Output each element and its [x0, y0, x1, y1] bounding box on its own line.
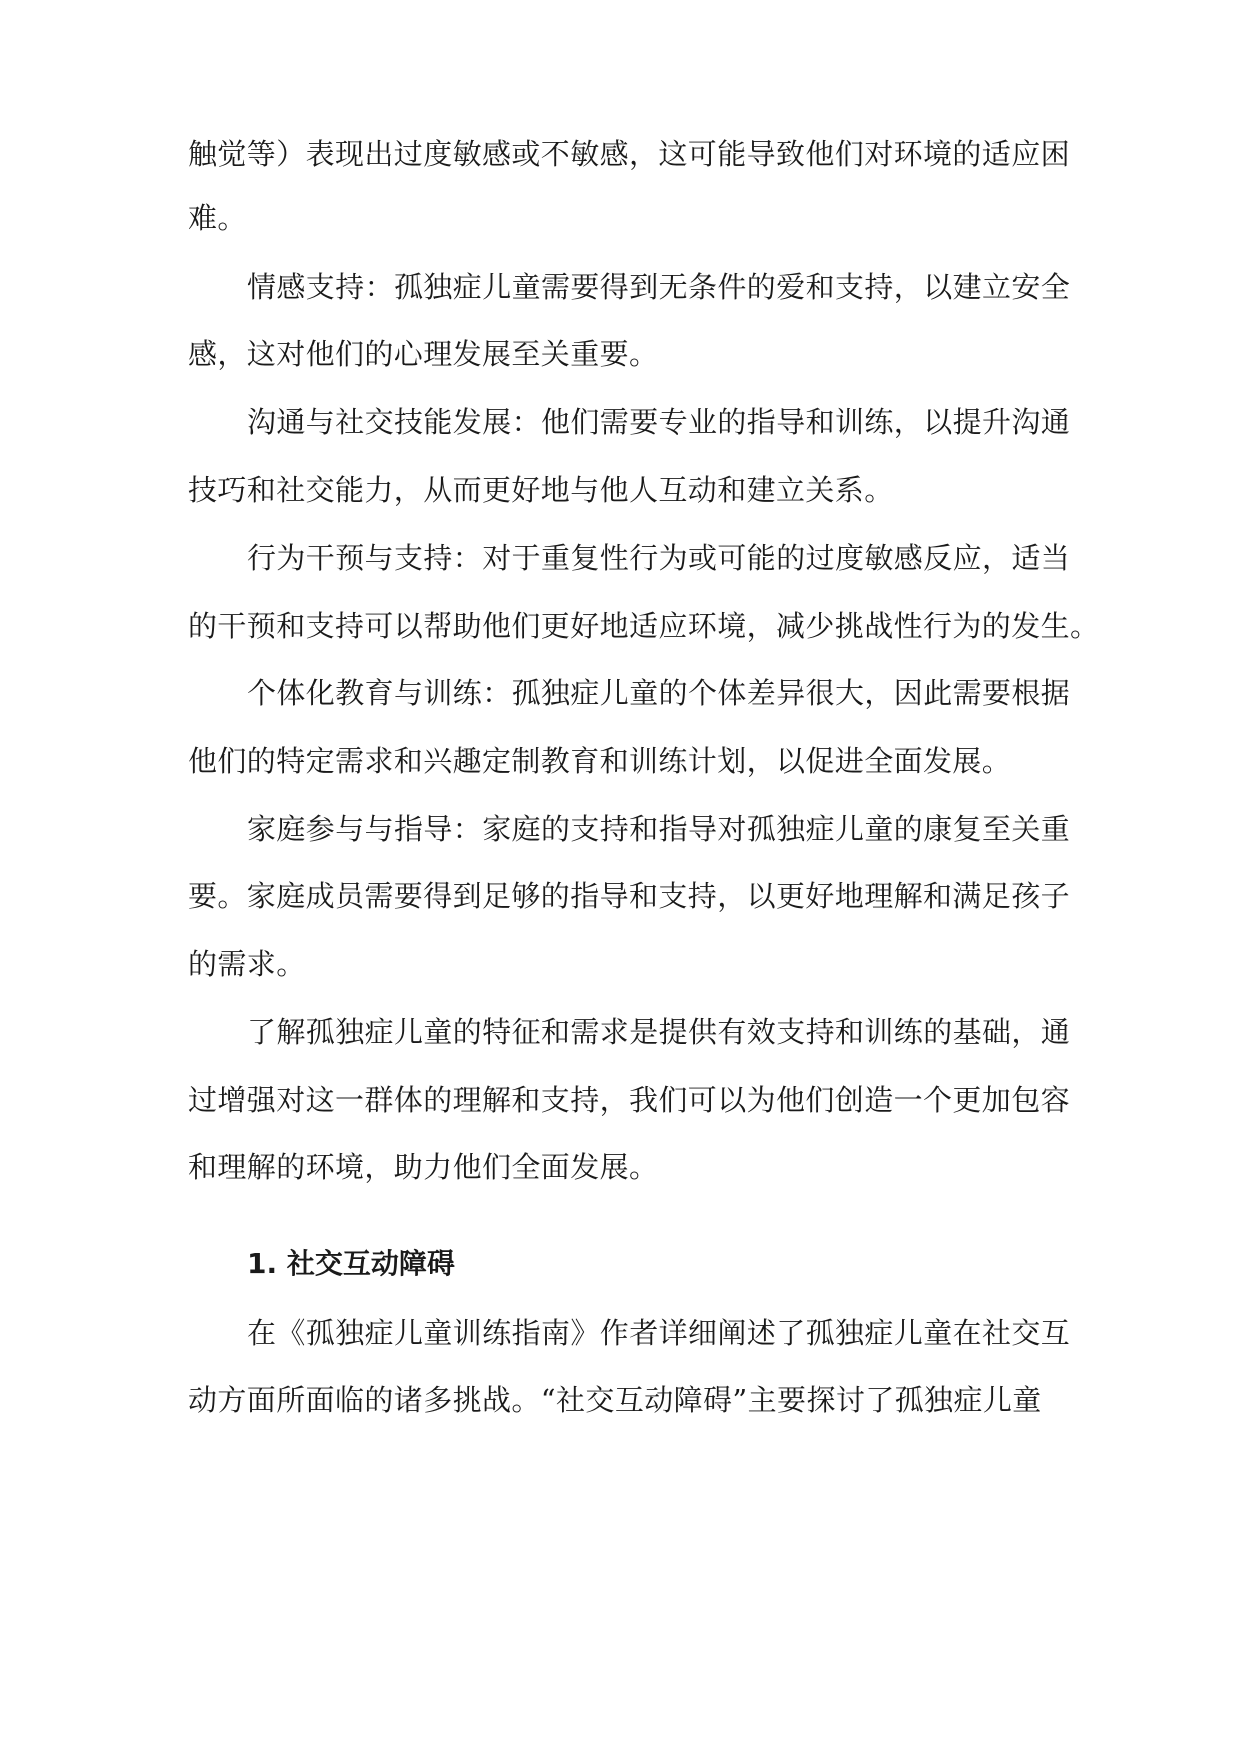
- text-line: 动方面所面临的诸多挑战。“社交互动障碍”主要探讨了孤独症儿童: [188, 1383, 1042, 1417]
- text-line: 和理解的环境，助力他们全面发展。: [188, 1150, 659, 1184]
- text-line: 难。: [188, 201, 247, 235]
- text-line: 个体化教育与训练：孤独症儿童的个体差异很大，因此需要根据: [247, 676, 1071, 710]
- text-line: 的干预和支持可以帮助他们更好地适应环境，减少挑战性行为的发生。: [188, 609, 1100, 643]
- section-heading: 1. 社交互动障碍: [247, 1247, 455, 1280]
- text-line: 在《孤独症儿童训练指南》作者详细阐述了孤独症儿童在社交互: [247, 1316, 1071, 1350]
- text-line: 要。家庭成员需要得到足够的指导和支持，以更好地理解和满足孩子: [188, 879, 1071, 913]
- text-line: 沟通与社交技能发展：他们需要专业的指导和训练，以提升沟通: [247, 405, 1071, 439]
- text-line: 过增强对这一群体的理解和支持，我们可以为他们创造一个更加包容: [188, 1083, 1071, 1117]
- text-line: 行为干预与支持：对于重复性行为或可能的过度敏感反应，适当: [247, 541, 1071, 575]
- text-line: 了解孤独症儿童的特征和需求是提供有效支持和训练的基础，通: [247, 1015, 1071, 1049]
- text-line: 感，这对他们的心理发展至关重要。: [188, 337, 659, 371]
- text-line: 触觉等）表现出过度敏感或不敏感，这可能导致他们对环境的适应困: [188, 137, 1071, 171]
- text-line: 情感支持：孤独症儿童需要得到无条件的爱和支持，以建立安全: [247, 270, 1071, 304]
- text-line: 技巧和社交能力，从而更好地与他人互动和建立关系。: [188, 473, 894, 507]
- text-line: 他们的特定需求和兴趣定制教育和训练计划，以促进全面发展。: [188, 744, 1012, 778]
- text-line: 的需求。: [188, 947, 306, 981]
- text-line: 家庭参与与指导：家庭的支持和指导对孤独症儿童的康复至关重: [247, 812, 1071, 846]
